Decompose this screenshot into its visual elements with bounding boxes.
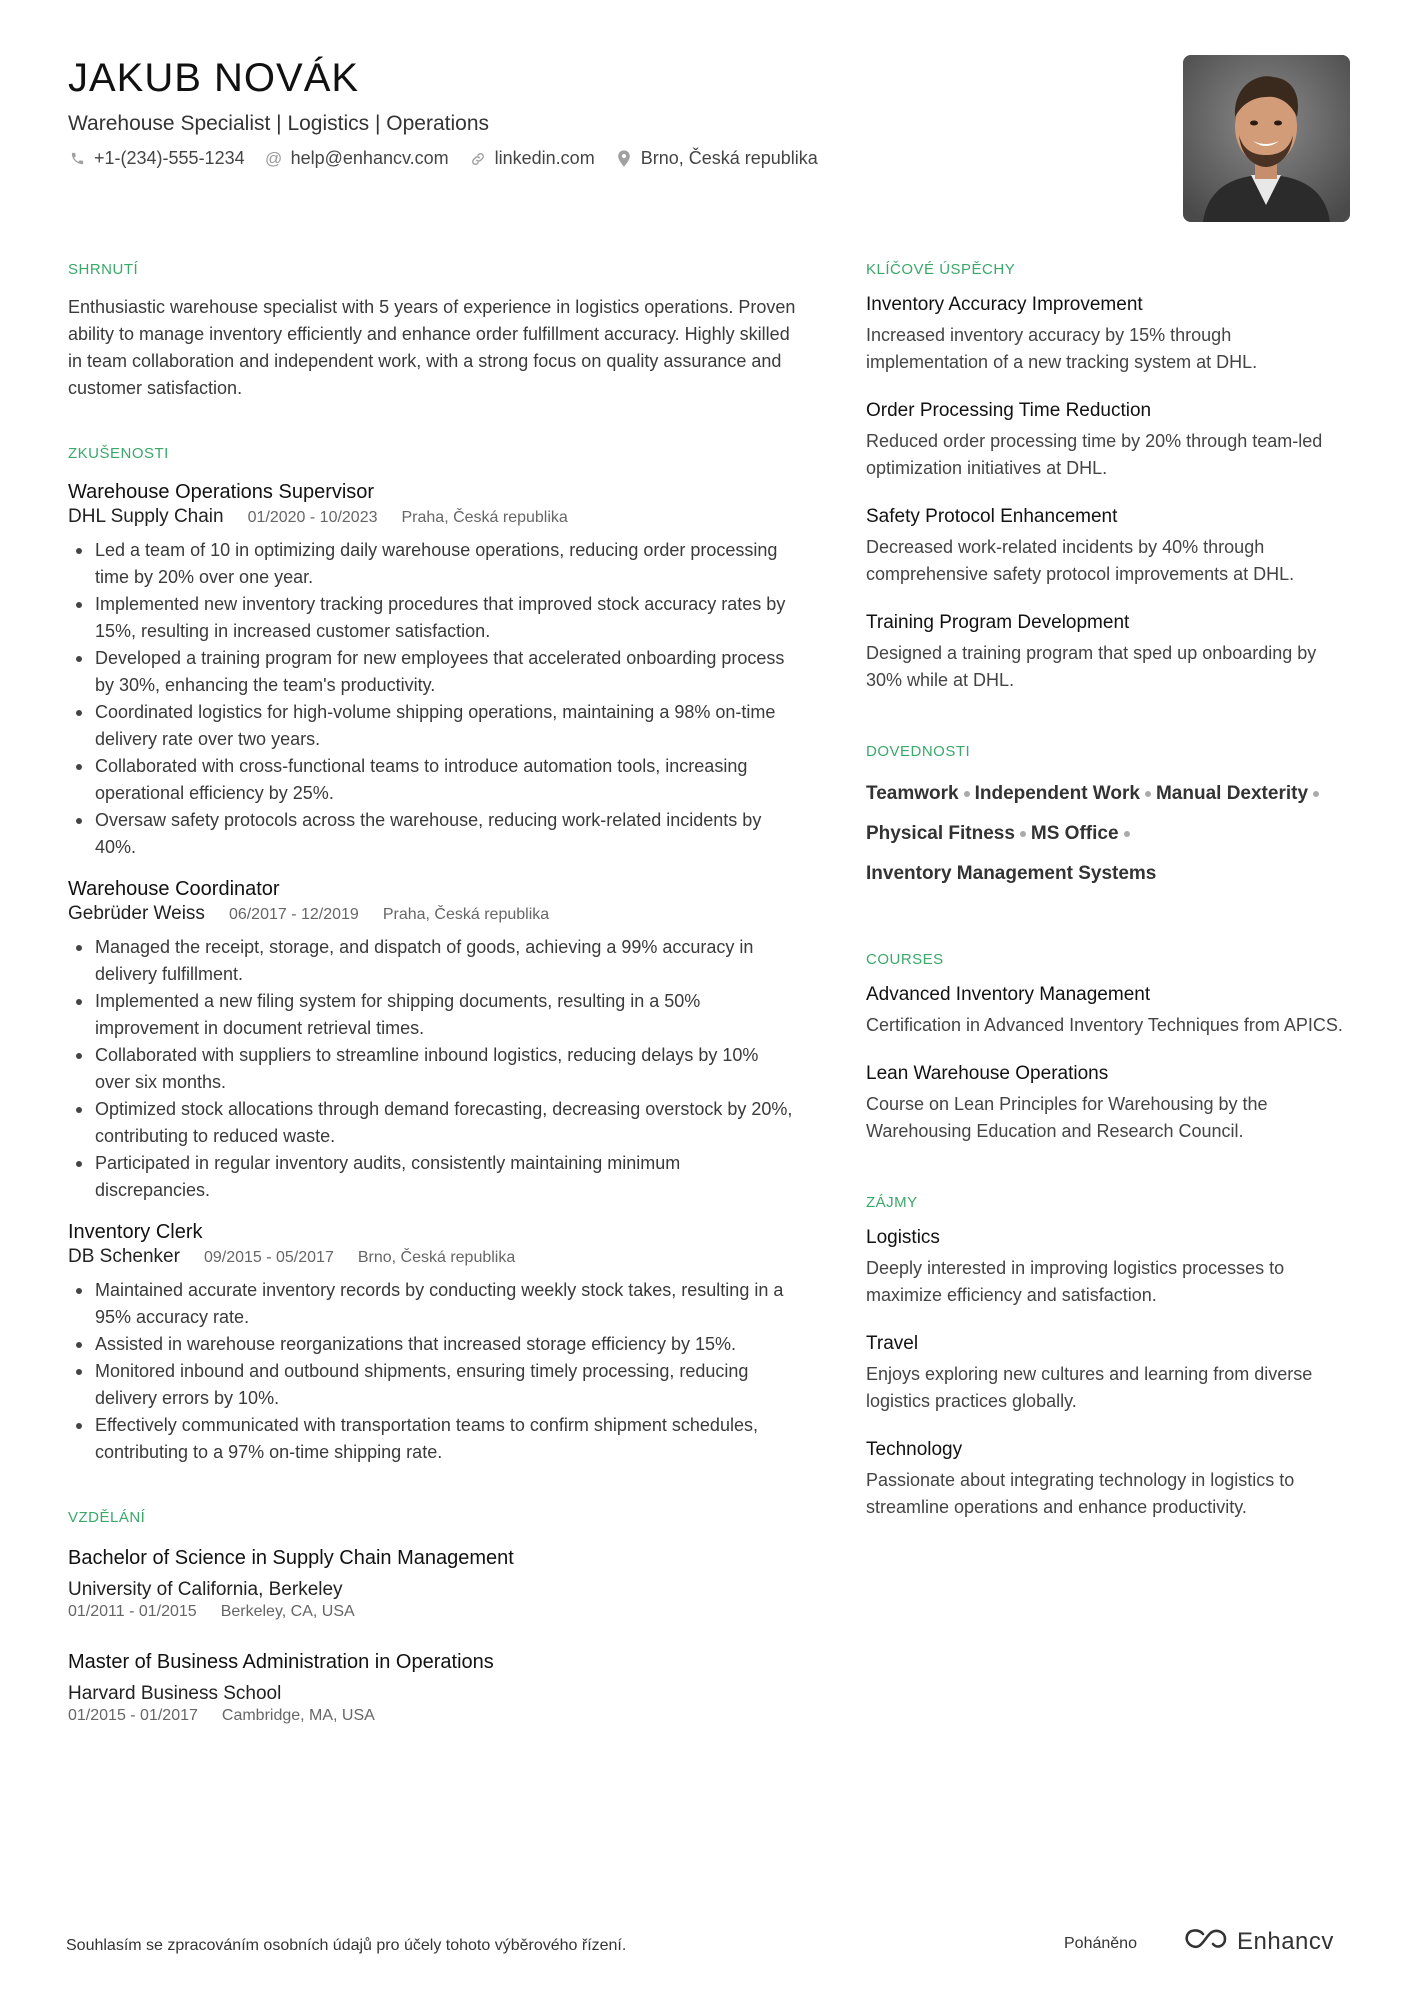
education-degree: Bachelor of Science in Supply Chain Management xyxy=(68,1547,514,1569)
education-section xyxy=(68,1508,798,1726)
job-bullet: Implemented new inventory tracking procedures that improved stock accuracy rates by 15%, resulting in increased customer satisfaction. xyxy=(68,591,798,645)
phone-text: +1-(234)-555-1234 xyxy=(94,148,245,168)
course-desc: Certification in Advanced Inventory Techniques from APICS. xyxy=(866,1015,1343,1035)
achievements-section xyxy=(866,260,1356,694)
job-title: Warehouse Coordinator xyxy=(68,878,280,900)
achievement-desc: Increased inventory accuracy by 15% through implementation of a new tracking system at DHL. xyxy=(866,325,1258,372)
job-location: Brno, Česká republika xyxy=(357,1249,516,1266)
resume-header xyxy=(68,52,1168,169)
enhancv-logo-icon xyxy=(1183,1926,1229,1957)
achievement-item xyxy=(866,504,1356,588)
location-pin-icon xyxy=(615,150,633,168)
skills-list xyxy=(866,774,1356,894)
experience-section xyxy=(68,444,798,1466)
job-company: DHL Supply Chain xyxy=(68,506,224,527)
course-item xyxy=(866,1061,1356,1145)
skill-separator xyxy=(1145,791,1151,797)
job-entry xyxy=(68,1218,798,1466)
education-location: Berkeley, CA, USA xyxy=(220,1603,355,1620)
job-location: Praha, Česká republika xyxy=(401,509,568,526)
interests-heading: ZÁJMY xyxy=(866,1194,918,1211)
interest-title: Technology xyxy=(866,1439,963,1460)
footer-powered-by: Poháněno xyxy=(1064,1935,1137,1952)
skill-tag: MS Office xyxy=(1030,823,1119,844)
enhancv-logo-text: Enhancv xyxy=(1237,1927,1334,1955)
skill-tag: Physical Fitness xyxy=(866,823,1015,844)
linkedin-text: linkedin.com xyxy=(494,148,595,168)
skills-section xyxy=(866,742,1356,894)
job-bullet: Coordinated logistics for high-volume shipping operations, maintaining a 98% on-time delivery rate over two years. xyxy=(68,699,798,753)
job-bullets xyxy=(68,537,798,861)
job-bullets xyxy=(68,934,798,1204)
achievement-item xyxy=(866,610,1356,694)
job-bullets xyxy=(68,1277,798,1466)
job-bullet: Monitored inbound and outbound shipments, ensuring timely processing, reducing delivery errors by 10%. xyxy=(68,1358,798,1412)
job-bullet: Participated in regular inventory audits, consistently maintaining minimum discrepancies. xyxy=(68,1150,798,1204)
at-icon: @ xyxy=(264,148,283,168)
job-dates: 09/2015 - 05/2017 xyxy=(203,1249,334,1266)
education-meta xyxy=(68,1706,798,1726)
summary-text: Enthusiastic warehouse specialist with 5 years of experience in logistics operations. Proven ability to manage inventory efficiently and enhance order fulfillment accuracy. Highly skilled in team collaboration and independent work, with a strong focus on quality assurance and customer satisfaction. xyxy=(68,297,796,398)
phone-icon xyxy=(68,150,86,168)
achievement-item xyxy=(866,292,1356,376)
skills-heading: DOVEDNOSTI xyxy=(866,743,971,760)
skill-tag: Manual Dexterity xyxy=(1155,783,1309,804)
job-company: DB Schenker xyxy=(68,1246,180,1267)
achievement-title: Safety Protocol Enhancement xyxy=(866,506,1118,527)
education-heading: VZDĚLÁNÍ xyxy=(68,1509,146,1526)
footer-consent: Souhlasím se zpracováním osobních údajů pro účely tohoto výběrového řízení. xyxy=(66,1937,627,1954)
education-school: University of California, Berkeley xyxy=(68,1579,343,1600)
experience-heading: ZKUŠENOSTI xyxy=(68,445,169,462)
course-title: Advanced Inventory Management xyxy=(866,984,1151,1005)
skill-separator xyxy=(1313,791,1319,797)
enhancv-logo[interactable] xyxy=(1183,1926,1334,1957)
link-icon xyxy=(469,150,487,168)
achievement-title: Order Processing Time Reduction xyxy=(866,400,1152,421)
education-dates: 01/2011 - 01/2015 xyxy=(68,1603,197,1620)
education-location: Cambridge, MA, USA xyxy=(221,1707,375,1724)
achievements-heading: KLÍČOVÉ ÚSPĚCHY xyxy=(866,261,1016,278)
job-meta xyxy=(68,506,798,529)
candidate-headline: Warehouse Specialist | Logistics | Operations xyxy=(68,112,489,135)
achievement-title: Inventory Accuracy Improvement xyxy=(866,294,1143,315)
left-column xyxy=(68,260,798,1726)
job-bullet: Effectively communicated with transportation teams to confirm shipment schedules, contributing to a 97% on-time shipping rate. xyxy=(68,1412,798,1466)
job-dates: 01/2020 - 10/2023 xyxy=(247,509,378,526)
skill-separator xyxy=(1020,831,1026,837)
summary-section xyxy=(68,260,798,402)
job-bullet: Led a team of 10 in optimizing daily warehouse operations, reducing order processing time by 20% over one year. xyxy=(68,537,798,591)
education-entry xyxy=(68,1544,798,1622)
achievement-title: Training Program Development xyxy=(866,612,1130,633)
profile-photo xyxy=(1183,55,1350,222)
job-bullet: Assisted in warehouse reorganizations that increased storage efficiency by 15%. xyxy=(68,1331,798,1358)
skill-separator xyxy=(964,791,970,797)
skill-tag: Inventory Management Systems xyxy=(866,863,1157,884)
email-text: help@enhancv.com xyxy=(290,148,449,168)
job-bullet: Managed the receipt, storage, and dispatch of goods, achieving a 99% accuracy in delivery fulfillment. xyxy=(68,934,798,988)
education-meta xyxy=(68,1602,798,1622)
interest-item xyxy=(866,1225,1356,1309)
contact-location xyxy=(615,148,818,169)
right-column xyxy=(866,260,1356,1521)
job-title: Inventory Clerk xyxy=(68,1221,203,1243)
courses-heading: COURSES xyxy=(866,951,944,968)
interest-item xyxy=(866,1331,1356,1415)
interest-desc: Deeply interested in improving logistics processes to maximize efficiency and satisfaction. xyxy=(866,1258,1285,1305)
education-entry xyxy=(68,1648,798,1726)
interest-title: Logistics xyxy=(866,1227,940,1248)
skill-tag: Independent Work xyxy=(974,783,1140,804)
skill-tag: Teamwork xyxy=(866,783,959,804)
job-bullet: Implemented a new filing system for shipping documents, resulting in a 50% improvement in document retrieval times. xyxy=(68,988,798,1042)
interest-title: Travel xyxy=(866,1333,919,1354)
job-entry xyxy=(68,875,798,1204)
achievement-desc: Decreased work-related incidents by 40% through comprehensive safety protocol improvements at DHL. xyxy=(866,537,1295,584)
location-text: Brno, Česká republika xyxy=(640,148,818,168)
job-bullet: Developed a training program for new employees that accelerated onboarding process by 30%, enhancing the team's productivity. xyxy=(68,645,798,699)
education-dates: 01/2015 - 01/2017 xyxy=(68,1707,198,1724)
courses-section xyxy=(866,950,1356,1145)
job-meta xyxy=(68,1246,798,1269)
candidate-name: JAKUB NOVÁK xyxy=(68,56,360,100)
interest-item xyxy=(866,1437,1356,1521)
job-bullet: Oversaw safety protocols across the warehouse, reducing work-related incidents by 40%. xyxy=(68,807,798,861)
achievement-item xyxy=(866,398,1356,482)
job-bullet: Maintained accurate inventory records by conducting weekly stock takes, resulting in a 95% accuracy rate. xyxy=(68,1277,798,1331)
contact-bar xyxy=(68,148,1168,169)
course-desc: Course on Lean Principles for Warehousing by the Warehousing Education and Research Council. xyxy=(866,1094,1268,1141)
education-school: Harvard Business School xyxy=(68,1683,282,1704)
contact-phone[interactable] xyxy=(68,148,245,169)
achievement-desc: Reduced order processing time by 20% through team-led optimization initiatives at DHL. xyxy=(866,431,1323,478)
job-meta xyxy=(68,903,798,926)
job-company: Gebrüder Weiss xyxy=(68,903,205,924)
job-title: Warehouse Operations Supervisor xyxy=(68,481,375,503)
job-bullet: Optimized stock allocations through demand forecasting, decreasing overstock by 20%, contributing to reduced waste. xyxy=(68,1096,798,1150)
skill-separator xyxy=(1124,831,1130,837)
summary-heading: SHRNUTÍ xyxy=(68,261,139,278)
job-bullet: Collaborated with cross-functional teams to introduce automation tools, increasing operational efficiency by 25%. xyxy=(68,753,798,807)
contact-email[interactable] xyxy=(265,148,449,169)
achievement-desc: Designed a training program that sped up onboarding by 30% while at DHL. xyxy=(866,643,1317,690)
interest-desc: Passionate about integrating technology in logistics to streamline operations and enhance productivity. xyxy=(866,1470,1295,1517)
job-bullet: Collaborated with suppliers to streamline inbound logistics, reducing delays by 10% over six months. xyxy=(68,1042,798,1096)
education-degree: Master of Business Administration in Operations xyxy=(68,1651,494,1673)
course-item xyxy=(866,982,1356,1039)
contact-linkedin[interactable] xyxy=(469,148,595,169)
course-title: Lean Warehouse Operations xyxy=(866,1063,1109,1084)
job-location: Praha, Česká republika xyxy=(382,906,550,923)
job-dates: 06/2017 - 12/2019 xyxy=(228,906,359,923)
interest-desc: Enjoys exploring new cultures and learning from diverse logistics practices globally. xyxy=(866,1364,1313,1411)
job-entry xyxy=(68,478,798,861)
interests-section xyxy=(866,1193,1356,1521)
